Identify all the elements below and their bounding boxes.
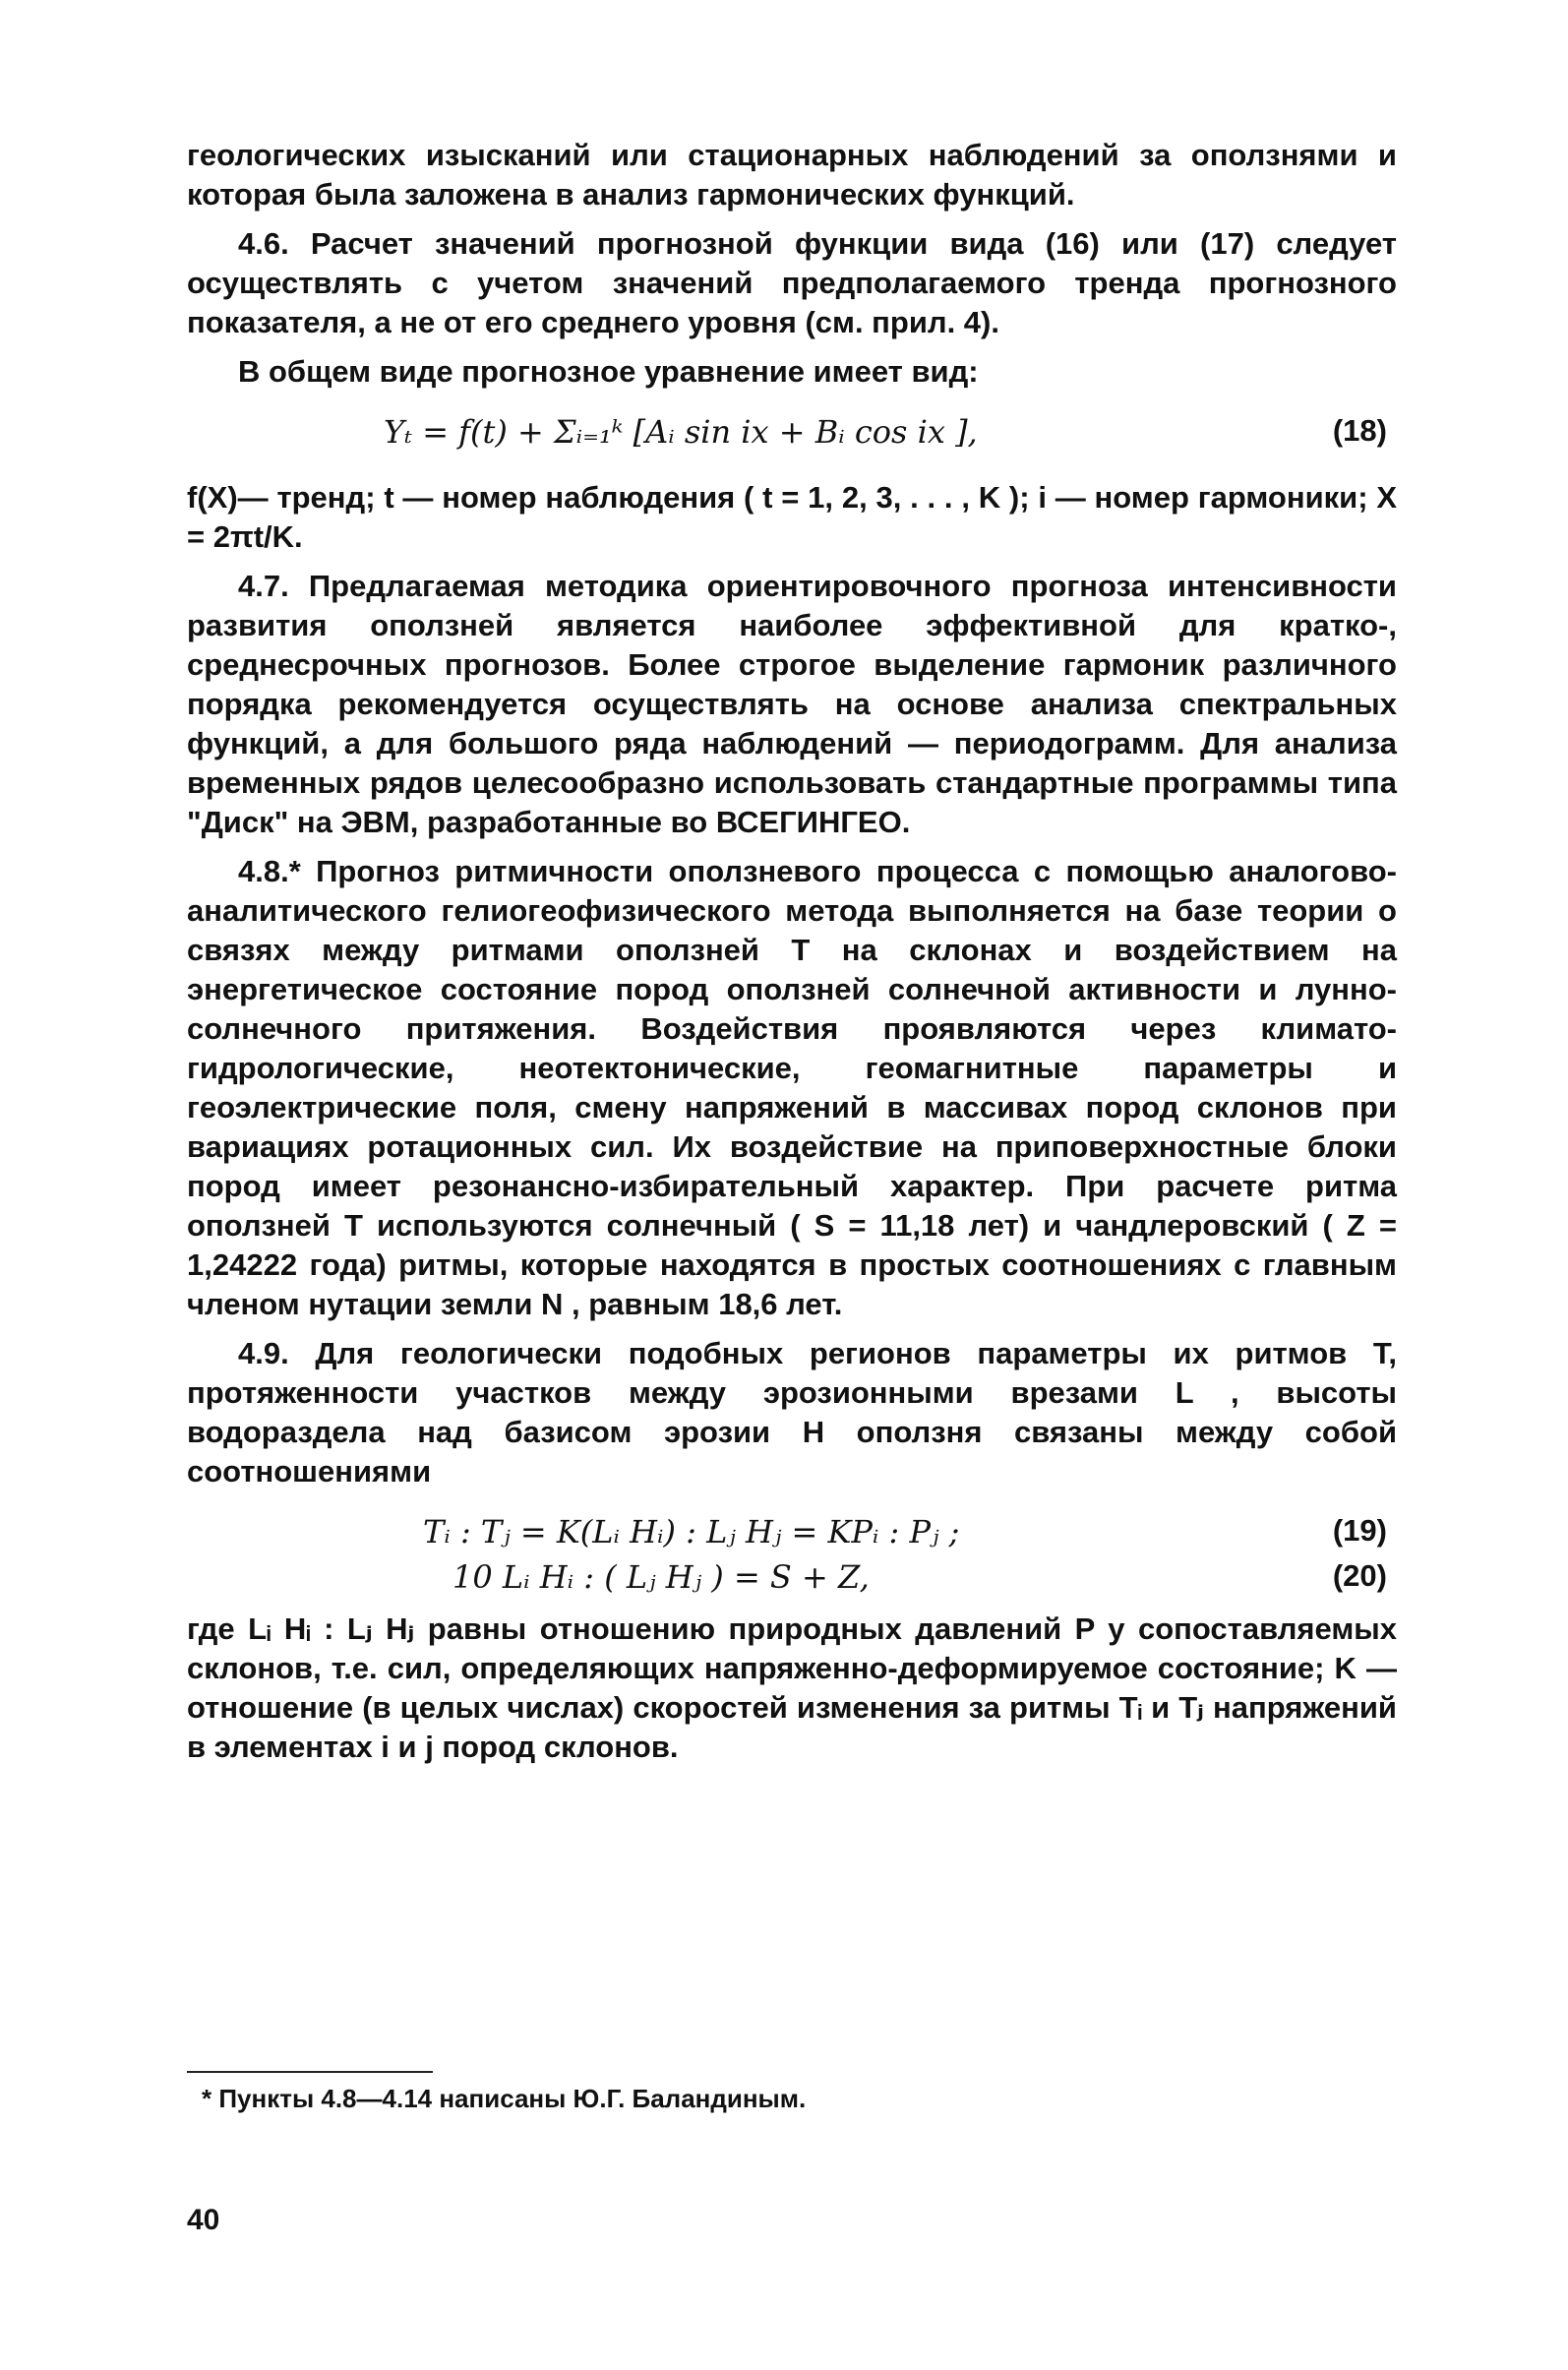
formula-20 [187, 1550, 1397, 1596]
formula-18 [187, 405, 1397, 464]
footnote-divider [187, 2071, 433, 2073]
paragraph-continuation: геологических изысканий или стационарных наблюдений за оползнями и которая была заложена в анализ гармонических функций. [187, 138, 1397, 212]
paragraph-where: где Lᵢ Hᵢ : Lⱼ Hⱼ равны отношению природных давлений P у сопоставляемых склонов, т.е. сил, определяющих напряженно-деформируемое состояние; K — отношение (в целых числах) скоростей изменения за ритмы Tᵢ и Tⱼ напряжений в элементах i и j пород склонов. [187, 1611, 1397, 1764]
paragraph-4-6: 4.6. Расчет значений прогнозной функции вида (16) или (17) следует осуществлять с учетом значений предполагаемого тренда прогнозного показателя, а не от его среднего уровня (см. прил. 4). [187, 226, 1397, 339]
paragraph-4-7: 4.7. Предлагаемая методика ориентировочного прогноза интенсивности развития оползней является наиболее эффективной для кратко-, среднесрочных прогнозов. Более строгое выделение гармоник различного порядка рекомендуется осуществлять на основе анализа спектральных функций, а для большого ряда наблюдений — периодограмм. Для анализа временных рядов целесообразно использовать стандартные программы типа "Диск" на ЭВМ, разработанные во ВСЕГИНГЕО. [187, 569, 1397, 839]
formula-19-number: (19) [1332, 1513, 1387, 1548]
formula-20-expression: 10 Lᵢ Hᵢ : ( Lⱼ Hⱼ ) = S + Z, [452, 1558, 870, 1596]
paragraph-legend: f(X)— тренд; t — номер наблюдения ( t = 1, 2, 3, . . . , K ); i — номер гармоники; X = 2πt/K. [187, 480, 1397, 554]
footnote: * Пункты 4.8—4.14 написаны Ю.Г. Баландиным. [202, 2084, 807, 2113]
formula-18-expression: Yₜ = f(t) + Σᵢ₌₁ᵏ [Aᵢ sin ix + Bᵢ cos ix ], [384, 413, 978, 451]
page-number: 40 [187, 2204, 220, 2236]
page-body [187, 136, 1397, 1767]
paragraph-equation-intro: В общем виде прогнозное уравнение имеет вид: [238, 354, 979, 389]
formula-19 [187, 1505, 1397, 1550]
formula-19-expression: Tᵢ : Tⱼ = K(Lᵢ Hᵢ) : Lⱼ Hⱼ = KPᵢ : Pⱼ ; [423, 1513, 960, 1550]
formula-18-number: (18) [1332, 413, 1387, 448]
paragraph-4-8: 4.8.* Прогноз ритмичности оползневого процесса с помощью аналогово-аналитического гелиогеофизического метода выполняется на базе теории о связях между ритмами оползней T на склонах и воздействием на энергетическое состояние пород оползней солнечной активности и лунно-солнечного притяжения. Воздействия проявляются через климато-гидрологические, неотектонические, геомагнитные параметры и геоэлектрические поля, смену напряжений в массивах пород склонов при вариациях ротационных сил. Их воздействие на приповерхностные блоки пород имеет резонансно-избирательный характер. При расчете ритма оползней T используются солнечный ( S = 11,18 лет) и чандлеровский ( Z = 1,24222 года) ритмы, которые находятся в простых соотношениях с главным членом нутации земли N , равным 18,6 лет. [187, 854, 1397, 1321]
formula-20-number: (20) [1332, 1558, 1387, 1593]
paragraph-4-9: 4.9. Для геологически подобных регионов параметры их ритмов T, протяженности участков между эрозионными врезами L , высоты водораздела над базисом эрозии H оползня связаны между собой соотношениями [187, 1336, 1397, 1489]
